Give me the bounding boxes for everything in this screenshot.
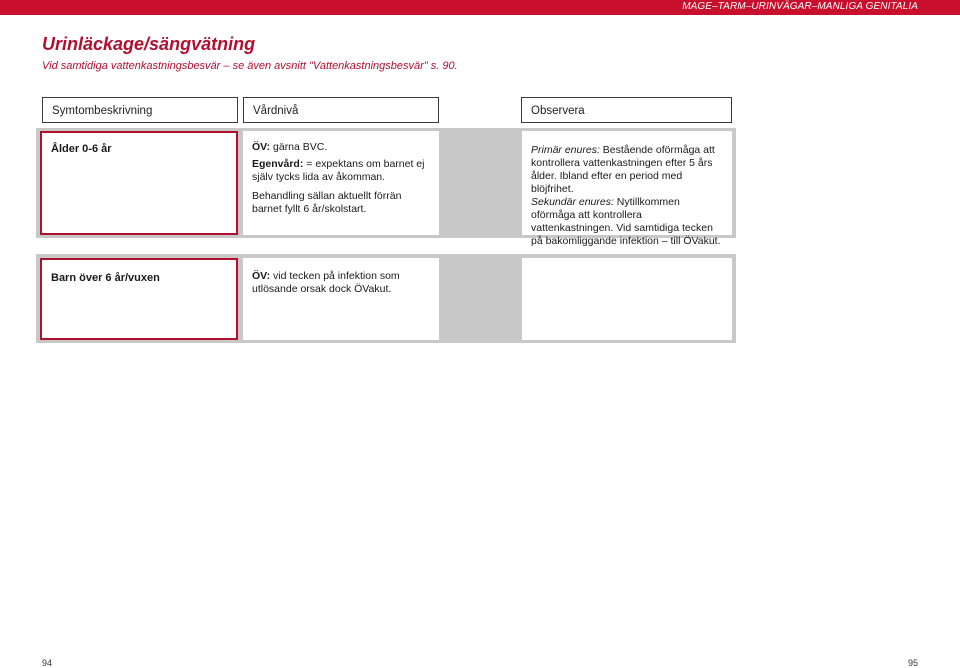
page-subtitle: Vid samtidiga vattenkastningsbesvär – se även avsnitt "Vattenkastningsbesvär" s. 90. bbox=[42, 60, 458, 72]
section-label: MAGE–TARM–URINVÄGAR–MANLIGA GENITALIA bbox=[682, 1, 918, 12]
ov-text: gärna BVC. bbox=[270, 141, 328, 153]
observe-cell bbox=[522, 258, 732, 340]
page-number-right: 95 bbox=[907, 658, 918, 668]
ov-text: vid tecken på infektion som utlösande orsak dock ÖVakut. bbox=[252, 270, 400, 295]
ov-label: ÖV: bbox=[252, 141, 271, 153]
column-header-observe: Observera bbox=[521, 97, 732, 123]
symptom-cell: Barn över 6 år/vuxen bbox=[40, 258, 238, 340]
primar-text: Bestående oförmåga att kontrollera vattenkastningen efter 5 års ålder. Ibland efter en period med blöjfrihet. bbox=[531, 144, 715, 195]
care-note: Behandling sällan aktuellt förrän barnet fyllt 6 år/skolstart. bbox=[252, 190, 402, 215]
primar-label: Primär enures: bbox=[531, 144, 600, 156]
top-bar bbox=[0, 0, 960, 15]
table-row bbox=[36, 128, 736, 247]
ov-label: ÖV: bbox=[252, 270, 271, 282]
table-row bbox=[36, 254, 736, 343]
column-header-symptom: Symtombeskrivning bbox=[42, 97, 238, 123]
sekundar-text: Nytillkommen oförmåga att kontrollera vattenkastningen. Vid samtidiga tecken på bakomliggande infektion – till ÖVakut. bbox=[531, 196, 721, 247]
care-cell bbox=[243, 258, 439, 340]
egenvard-label: Egenvård: bbox=[252, 158, 304, 170]
column-header-care: Vårdnivå bbox=[243, 97, 439, 123]
page-number-left: 94 bbox=[42, 658, 53, 668]
sekundar-label: Sekundär enures: bbox=[531, 196, 614, 208]
observe-cell bbox=[522, 131, 732, 247]
egenvard-text: = expektans om barnet ej själv tycks lida av åkomman. bbox=[252, 158, 425, 183]
care-cell bbox=[243, 131, 439, 235]
page-title: Urinläckage/sängvätning bbox=[42, 34, 256, 54]
symptom-cell: Ålder 0-6 år bbox=[40, 131, 238, 235]
